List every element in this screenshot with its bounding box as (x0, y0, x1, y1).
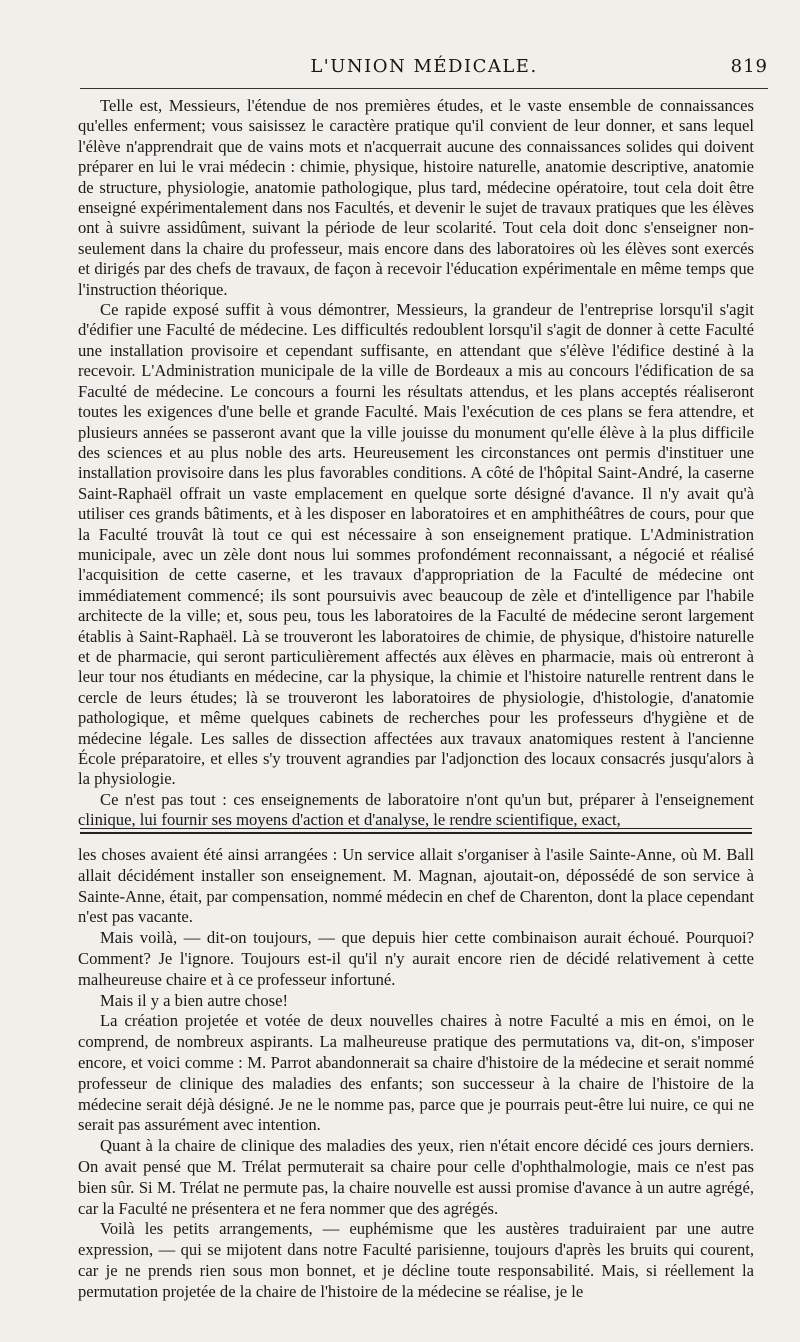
paragraph-continued: les choses avaient été ainsi arrangées : Un service allait s'organiser à l'asile Sainte-Anne, où M. Ball allait décidément installer son enseignement. M. Magnan, ajoutait-on, dépossédé de son service à Sainte-Anne, était, par compensation, nommé médecin en chef de Charenton, dont la place cependant n'est pas vacante. (78, 845, 754, 927)
paragraph: Telle est, Messieurs, l'étendue de nos premières études, et le vaste ensemble de connaissances qu'elles enferment; vous saisissez le caractère pratique qu'il convient de leur donner, et sans lequel l'élève n'apprendrait que de vains mots et n'acquerrait aucune des connaissances solides qui doivent préparer en lui le vrai médecin : chimie, physique, histoire naturelle, anatomie descriptive, anatomie de structure, physiologie, anatomie pathologique, plus tard, médecine opératoire, tout cela doit être enseigné expérimentalement dans nos Facultés, et devenir le sujet de travaux pratiques que les élèves ont à suivre assidûment, suivant la période de leur scolarité. Tout cela doit donc s'enseigner non-seulement dans la chaire du professeur, mais encore dans des laboratoires où les élèves sont exercés et dirigés par des chefs de travaux, de façon à recevoir l'éducation expérimentale en même temps que l'instruction théorique. (78, 96, 754, 299)
paragraph: Ce n'est pas tout : ces enseignements de laboratoire n'ont qu'un but, préparer à l'enseignement clinique, lui fournir ses moyens d'action et d'analyse, le rendre scientifique, exact, (78, 789, 754, 830)
article-upper-section (78, 96, 754, 831)
paragraph: Voilà les petits arrangements, — euphémisme que les austères traduiraient par une autre expression, — qui se mijotent dans notre Faculté parisienne, toujours d'après les bruits qui courent, car je ne prends rien sous mon bonnet, et je décline toute responsabilité. Mais, si réellement la permutation projetée de la chaire de l'histoire de la médecine se réalise, je le (78, 1219, 754, 1301)
page-header (80, 54, 768, 80)
paragraph: La création projetée et votée de deux nouvelles chaires à notre Faculté a mis en émoi, on le comprend, de nombreux aspirants. La malheureuse pratique des permutations va, dit-on, s'imposer encore, et voici comme : M. Parrot abandonnerait sa chaire d'histoire de la médecine et serait nommé professeur de clinique des maladies des enfants; son successeur à la chaire de l'histoire de la médecine serait déjà désigné. Je ne le nomme pas, parce que je pourrais peut-être lui nuire, ce qui ne serait pas assurément avec intention. (78, 1011, 754, 1135)
section-divider-thick (80, 832, 752, 834)
header-rule (80, 88, 768, 89)
running-title: L'UNION MÉDICALE. (310, 56, 538, 77)
paragraph: Ce rapide exposé suffit à vous démontrer, Messieurs, la grandeur de l'entreprise lorsqu'il s'agit d'édifier une Faculté de médecine. Les difficultés redoublent lorsqu'il s'agit de donner à cette Faculté une installation provisoire et cependant suffisante, en attendant que s'élève l'édifice destiné à la recevoir. L'Administration municipale de la ville de Bordeaux a mis au concours l'édification de sa Faculté de médecine. Le concours a fourni les résultats attendus, et les plans acceptés réaliseront toutes les exigences d'une belle et grande Faculté. Mais l'exécution de ces plans se fera attendre, et plusieurs années se passeront avant que la ville jouisse du monument qu'elle élève à la plus difficile des sciences et au plus noble des arts. Heureusement les circonstances ont permis d'instituer une installation provisoire dans les plus favorables conditions. A côté de l'hôpital Saint-André, la caserne Saint-Raphaël offrait un vaste emplacement en quelque sorte désigné d'avance. Il n'y avait qu'à utiliser ces grands bâtiments, et à les disposer en laboratoires et en amphithéâtres de cours, pour que la Faculté trouvât là tout ce qui est nécessaire à son enseignement pratique. L'Administration municipale, avec un zèle dont nous lui sommes profondément reconnaissant, a négocié et réalisé l'acquisition de cette caserne, et les travaux d'appropriation de la Faculté de médecine ont immédiatement commencé; ils sont poursuivis avec beaucoup de zèle et d'intelligence par l'habile architecte de la ville; et, sous peu, tous les laboratoires de la Faculté de médecine seront largement établis à Saint-Raphaël. Là se trouveront les laboratoires de chimie, de physique, d'histoire naturelle et de pharmacie, qui seront particulièrement affectés aux élèves en pharmacie, mais où entreront à leur tour nos étudiants en médecine, car la physique, la chimie et l'histoire naturelle rentrent dans le cercle de leurs études; là se trouveront les laboratoires de physiologie, d'histologie, d'anatomie pathologique, et même quelques cabinets de recherches pour les professeurs d'hygiène et de médecine légale. Les salles de dissection affectées aux travaux anatomiques restent à l'ancienne École préparatoire, et elles s'y trouvent agrandies par l'adjonction des locaux consacrés jusqu'alors à la physiologie. (78, 300, 754, 789)
page-number: 819 (730, 56, 768, 77)
paragraph: Mais il y a bien autre chose! (100, 990, 289, 1010)
paragraph: Mais voilà, — dit-on toujours, — que depuis hier cette combinaison aurait échoué. Pourquoi? Comment? Je l'ignore. Toujours est-il qu'il n'y aurait encore rien de décidé relativement à cette malheureuse chaire et à ce professeur infortuné. (78, 928, 754, 989)
feuilleton-lower-section (78, 845, 754, 1303)
paragraph: Quant à la chaire de clinique des maladies des yeux, rien n'était encore décidé ces jours derniers. On avait pensé que M. Trélat permuterait sa chaire pour celle d'ophthalmologie, mais ce n'est pas bien sûr. Si M. Trélat ne permute pas, la chaire nouvelle est aussi promise d'avance à un autre agrégé, car la Faculté ne présentera et ne fera nommer que des agrégés. (78, 1136, 754, 1218)
section-divider-thin (80, 828, 752, 829)
